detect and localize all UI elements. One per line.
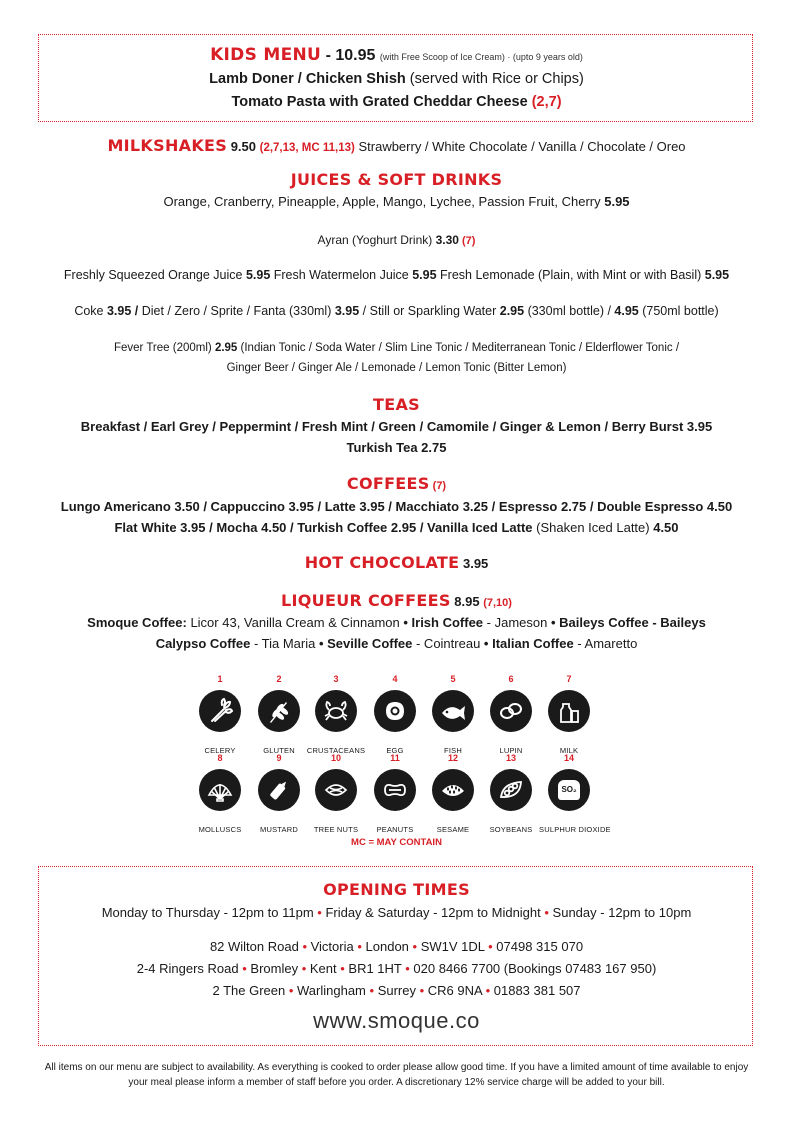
hot-chocolate-price: 3.95 bbox=[459, 556, 489, 571]
irish-coffee-label: • Irish Coffee bbox=[403, 615, 484, 630]
milkshakes-flavours: Strawberry / White Chocolate / Vanilla / Chocolate / Oreo bbox=[354, 139, 686, 154]
seville-coffee-desc: - Cointreau bbox=[412, 636, 484, 651]
water-large-label: (750ml bottle) bbox=[638, 304, 719, 318]
addr3-street: 2 The Green bbox=[212, 983, 289, 998]
fresh-orange-name: Freshly Squeezed Orange Juice bbox=[63, 268, 246, 282]
address-victoria: 82 Wilton Road • Victoria • London • SW1V 1DL • 07498 315 070 bbox=[209, 939, 584, 954]
allergen-sesame bbox=[423, 753, 483, 834]
allergen-lupin bbox=[481, 674, 541, 755]
allergen-mustard bbox=[249, 753, 309, 834]
addr1-city: London bbox=[361, 939, 413, 954]
allergen-label: MILK bbox=[559, 746, 579, 755]
footer-line-2: your meal please inform a member of staff before you order. A discretionary 12% service charge will be added to your bill. bbox=[128, 1077, 665, 1088]
coffees-line2-price: 4.50 bbox=[653, 520, 679, 535]
allergen-peanuts bbox=[365, 753, 425, 834]
liqueur-line-1 bbox=[0, 615, 793, 630]
calypso-coffee-label: Calypso Coffee bbox=[155, 636, 251, 651]
coke-price: 3.95 / bbox=[106, 304, 142, 318]
website-link[interactable]: www.smoque.co bbox=[313, 1008, 480, 1033]
teas-line-2: Turkish Tea 2.75 bbox=[346, 440, 447, 455]
water-large-price: 4.95 bbox=[614, 304, 639, 318]
allergen-crustaceans bbox=[306, 674, 366, 755]
water-small-label: (330ml bottle) / bbox=[524, 304, 615, 318]
allergen-number: 10 bbox=[330, 753, 341, 763]
gluten-icon bbox=[258, 690, 300, 732]
addr2-phone: 020 8466 7700 (Bookings 07483 167 950) bbox=[409, 961, 657, 976]
allergen-label: MOLLUSCS bbox=[198, 825, 242, 834]
addr1-area: Victoria bbox=[307, 939, 358, 954]
allergen-tree-nuts bbox=[306, 753, 366, 834]
mustard-icon bbox=[258, 769, 300, 811]
coffees-line-1: Lungo Americano 3.50 / Cappuccino 3.95 / Latte 3.95 / Macchiato 3.25 / Espresso 2.75 / Double Espresso 4.50 bbox=[60, 499, 733, 514]
fever-tree-line-2: Ginger Beer / Ginger Ale / Lemonade / Lemon Tonic (Bitter Lemon) bbox=[226, 362, 567, 374]
fresh-watermelon-price: 5.95 bbox=[412, 268, 437, 282]
allergen-label: LUPIN bbox=[499, 746, 523, 755]
allergen-number: 9 bbox=[276, 753, 282, 763]
kids-line1-note: (served with Rice or Chips) bbox=[405, 71, 584, 87]
opening-hours-line: Monday to Thursday - 12pm to 11pm • Friday & Saturday - 12pm to Midnight • Sunday - 12pm to 10pm bbox=[101, 905, 692, 920]
soft-drinks-line bbox=[0, 304, 793, 318]
may-contain-note: MC = MAY CONTAIN bbox=[351, 837, 442, 848]
allergen-label: MUSTARD bbox=[260, 825, 298, 834]
liqueur-line-2 bbox=[0, 636, 793, 651]
egg-icon bbox=[374, 690, 416, 732]
juices-price: 5.95 bbox=[604, 194, 630, 209]
allergen-egg bbox=[365, 674, 425, 755]
coffees-title: COFFEES bbox=[346, 474, 430, 493]
coffees-line-2 bbox=[0, 520, 793, 535]
smoque-coffee-label: Smoque Coffee: bbox=[87, 615, 187, 630]
fever-tree-options-1: (Indian Tonic / Soda Water / Slim Line Tonic / Mediterranean Tonic / Elderflower Tonic / bbox=[237, 342, 680, 354]
allergen-number: 13 bbox=[505, 753, 516, 763]
allergen-label: EGG bbox=[386, 746, 404, 755]
milkshakes-title: MILKSHAKES bbox=[107, 136, 228, 155]
diet-label: Diet / Zero / Sprite / Fanta (330ml) bbox=[141, 304, 335, 318]
allergen-soybeans bbox=[481, 753, 541, 834]
coffees-line2-note: (Shaken Iced Latte) bbox=[532, 520, 654, 535]
allergen-milk bbox=[539, 674, 599, 755]
ayran-line bbox=[0, 233, 793, 247]
allergen-label: PEANUTS bbox=[376, 825, 414, 834]
ayran-name: Ayran (Yoghurt Drink) bbox=[317, 233, 436, 247]
irish-coffee-desc: - Jameson bbox=[483, 615, 551, 630]
addr3-postcode: CR6 9NA bbox=[424, 983, 486, 998]
kids-menu-line-2 bbox=[0, 94, 793, 110]
addr1-postcode: SW1V 1DL bbox=[417, 939, 489, 954]
allergen-number: 8 bbox=[217, 753, 223, 763]
milk-icon bbox=[548, 690, 590, 732]
addr2-postcode: BR1 1HT bbox=[344, 961, 406, 976]
fish-icon bbox=[432, 690, 474, 732]
diet-price: 3.95 bbox=[334, 304, 360, 318]
fresh-lemonade-price: 5.95 bbox=[704, 268, 730, 282]
allergen-molluscs bbox=[190, 753, 250, 834]
baileys-coffee-label: • Baileys Coffee bbox=[550, 615, 649, 630]
smoque-coffee-desc: Licor 43, Vanilla Cream & Cinnamon bbox=[186, 615, 404, 630]
liqueur-heading bbox=[0, 591, 793, 611]
allergen-label: GLUTEN bbox=[263, 746, 295, 755]
coffees-allergen: (7) bbox=[429, 480, 447, 492]
crab-icon bbox=[315, 690, 357, 732]
kids-menu-title: KIDS MENU bbox=[210, 45, 322, 65]
allergen-label: SULPHUR DIOXIDE bbox=[539, 825, 611, 834]
allergen-sulphur-dioxide bbox=[539, 753, 611, 834]
fever-tree-price: 2.95 bbox=[214, 342, 238, 354]
opening-times-title: OPENING TIMES bbox=[323, 880, 470, 899]
fresh-watermelon-name: Fresh Watermelon Juice bbox=[270, 268, 413, 282]
allergen-number: 14 bbox=[563, 753, 574, 763]
allergen-label: SESAME bbox=[436, 825, 470, 834]
addr3-area: Warlingham bbox=[293, 983, 370, 998]
kids-line1-items: Lamb Doner / Chicken Shish bbox=[209, 71, 406, 87]
addr2-county: Kent bbox=[306, 961, 341, 976]
addr3-phone: 01883 381 507 bbox=[490, 983, 581, 998]
liqueur-title: LIQUEUR COFFEES bbox=[281, 591, 451, 610]
juices-title: JUICES & SOFT DRINKS bbox=[290, 170, 503, 189]
addr3-county: Surrey bbox=[374, 983, 420, 998]
address-bromley: 2-4 Ringers Road • Bromley • Kent • BR1 1HT • 020 8466 7700 (Bookings 07483 167 950) bbox=[136, 961, 657, 976]
water-small-price: 2.95 bbox=[499, 304, 525, 318]
seville-coffee-label: • Seville Coffee bbox=[318, 636, 413, 651]
fever-tree-label: Fever Tree (200ml) bbox=[113, 342, 215, 354]
allergen-label: SOYBEANS bbox=[489, 825, 533, 834]
kids-menu-line-1 bbox=[0, 71, 793, 87]
allergen-label: CELERY bbox=[204, 746, 236, 755]
coke-label: Coke bbox=[74, 304, 107, 318]
hours-weekday: Monday to Thursday - 12pm to 11pm bbox=[101, 905, 318, 920]
addr1-street: 82 Wilton Road bbox=[209, 939, 303, 954]
allergen-number: 11 bbox=[390, 753, 400, 763]
kids-line2-allergen: (2,7) bbox=[531, 94, 562, 110]
coffees-line2-items: Flat White 3.95 / Mocha 4.50 / Turkish Coffee 2.95 / Vanilla Iced Latte bbox=[114, 520, 533, 535]
allergen-label: FISH bbox=[444, 746, 462, 755]
soybean-icon bbox=[490, 769, 532, 811]
shell-icon bbox=[199, 769, 241, 811]
coffees-heading bbox=[0, 474, 793, 494]
milkshakes-line bbox=[0, 136, 793, 155]
kids-menu-price: - 10.95 bbox=[321, 47, 380, 64]
address-warlingham: 2 The Green • Warlingham • Surrey • CR6 9NA • 01883 381 507 bbox=[212, 983, 581, 998]
calypso-coffee-desc: - Tia Maria bbox=[250, 636, 319, 651]
allergen-number: 12 bbox=[447, 753, 458, 763]
kids-menu-heading bbox=[0, 45, 793, 65]
hours-weekend: Friday & Saturday - 12pm to Midnight bbox=[321, 905, 545, 920]
teas-title: TEAS bbox=[373, 395, 420, 414]
footer-line-1: All items on our menu are subject to availability. As everything is cooked to order please allow good time. If you have a limited amount of time available to enjoy bbox=[44, 1062, 749, 1073]
so2-text: SO₂ bbox=[561, 785, 577, 794]
peanut-icon bbox=[374, 769, 416, 811]
kids-menu-note: (with Free Scoop of Ice Cream) · (upto 9 years old) bbox=[379, 52, 583, 62]
addr1-phone: 07498 315 070 bbox=[492, 939, 584, 954]
allergen-number: 4 bbox=[392, 674, 398, 684]
baileys-coffee-desc: - Baileys bbox=[648, 615, 706, 630]
teas-line-1: Breakfast / Earl Grey / Peppermint / Fresh Mint / Green / Camomile / Ginger & Lemon / Berry Burst 3.95 bbox=[80, 419, 713, 434]
fever-tree-line-1 bbox=[0, 342, 793, 354]
hours-sunday: Sunday - 12pm to 10pm bbox=[548, 905, 692, 920]
milkshakes-price: 9.50 bbox=[227, 139, 260, 154]
sulphur-dioxide-icon bbox=[548, 769, 590, 811]
fresh-juices-line bbox=[0, 268, 793, 282]
allergen-number: 5 bbox=[450, 674, 456, 684]
fresh-orange-price: 5.95 bbox=[245, 268, 271, 282]
addr2-area: Bromley bbox=[246, 961, 302, 976]
fresh-lemonade-name: Fresh Lemonade (Plain, with Mint or with Basil) bbox=[436, 268, 705, 282]
allergen-celery bbox=[190, 674, 250, 755]
liqueur-allergen: (7,10) bbox=[483, 597, 512, 609]
tree-nut-icon bbox=[315, 769, 357, 811]
italian-coffee-label: • Italian Coffee bbox=[483, 636, 574, 651]
allergen-number: 1 bbox=[217, 674, 223, 684]
ayran-price: 3.30 bbox=[435, 233, 459, 247]
allergen-gluten bbox=[249, 674, 309, 755]
hot-chocolate-line bbox=[0, 553, 793, 573]
ayran-allergen: (7) bbox=[458, 235, 476, 247]
juices-line bbox=[0, 194, 793, 209]
celery-icon bbox=[199, 690, 241, 732]
sesame-icon bbox=[432, 769, 474, 811]
italian-coffee-desc: - Amaretto bbox=[573, 636, 638, 651]
allergen-label: TREE NUTS bbox=[313, 825, 359, 834]
allergen-number: 6 bbox=[508, 674, 514, 684]
allergen-number: 2 bbox=[276, 674, 282, 684]
liqueur-price: 8.95 bbox=[450, 594, 484, 609]
addr2-street: 2-4 Ringers Road bbox=[136, 961, 243, 976]
allergen-number: 7 bbox=[566, 674, 572, 684]
milkshakes-allergen: (2,7,13, MC 11,13) bbox=[259, 142, 355, 154]
juices-list: Orange, Cranberry, Pineapple, Apple, Mango, Lychee, Passion Fruit, Cherry bbox=[163, 194, 605, 209]
allergen-number: 3 bbox=[333, 674, 339, 684]
kids-line2-item: Tomato Pasta with Grated Cheddar Cheese bbox=[231, 94, 532, 110]
hot-chocolate-title: HOT CHOCOLATE bbox=[304, 553, 460, 572]
lupin-icon bbox=[490, 690, 532, 732]
allergen-label: CRUSTACEANS bbox=[306, 746, 366, 755]
allergen-fish bbox=[423, 674, 483, 755]
water-label: / Still or Sparkling Water bbox=[359, 304, 500, 318]
